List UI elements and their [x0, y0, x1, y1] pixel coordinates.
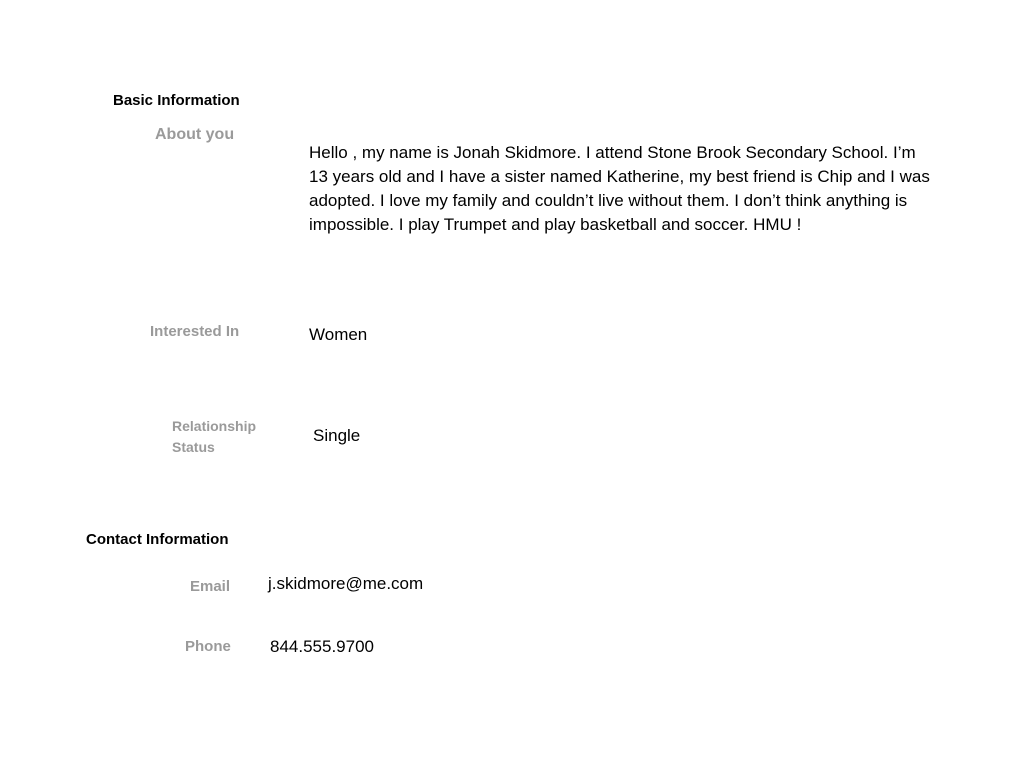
interested-in-label: Interested In: [150, 323, 240, 340]
relationship-status-value: Single: [313, 426, 361, 445]
relationship-status-label: Relationship Status: [172, 418, 257, 455]
phone-label: Phone: [185, 638, 231, 655]
interested-in-value: Women: [309, 325, 368, 344]
phone-value: 844.555.9700: [270, 637, 374, 656]
about-you-text: Hello , my name is Jonah Skidmore. I attend Stone Brook Secondary School. I’m 13 years old and I have a sister named Katherine, my best friend is Chip and I was adopted. I love my family and couldn’t live without them. I don’t think anything is impossible. I play Trumpet and play basketball and soccer. HMU !: [309, 143, 930, 234]
email-value: j.skidmore@me.com: [268, 574, 424, 593]
email-label: Email: [190, 578, 231, 595]
about-you-label: About you: [155, 126, 235, 143]
basic-information-heading: Basic Information: [113, 92, 240, 109]
contact-information-heading: Contact Information: [86, 531, 229, 548]
